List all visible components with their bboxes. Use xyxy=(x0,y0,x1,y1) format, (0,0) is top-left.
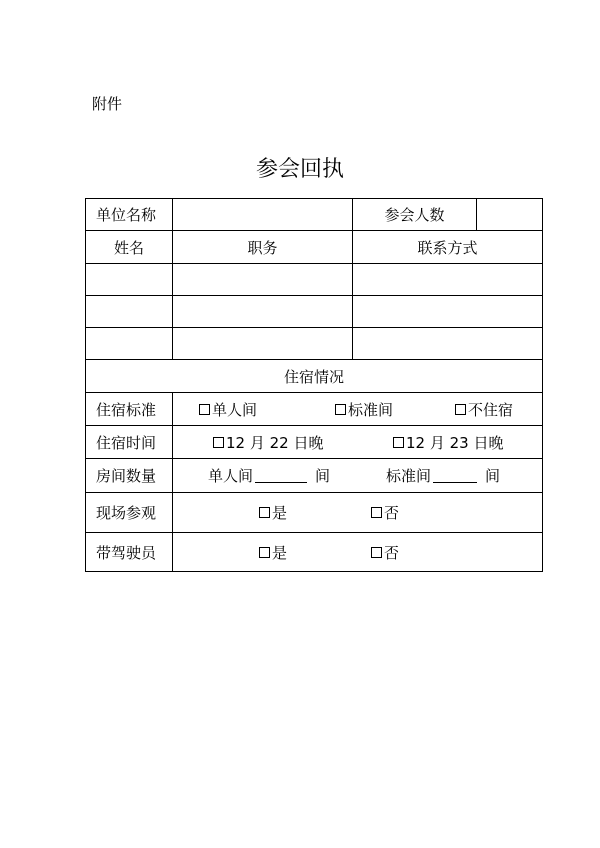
name-field[interactable] xyxy=(86,328,172,359)
standard-room-count xyxy=(386,465,500,486)
table-border-right xyxy=(542,198,543,572)
column-header-position: 职务 xyxy=(247,238,278,257)
contact-field[interactable] xyxy=(353,328,542,359)
unit-name-label: 单位名称 xyxy=(96,206,157,224)
site-visit-yes-option[interactable] xyxy=(259,502,287,523)
accommodation-standard-label: 住宿标准 xyxy=(96,400,157,419)
table-border-bottom xyxy=(85,571,543,572)
single-room-label: 单人间 xyxy=(212,400,258,419)
with-driver-no-label: 否 xyxy=(384,543,400,562)
contact-field[interactable] xyxy=(353,264,542,295)
with-driver-yes-option[interactable] xyxy=(259,542,287,563)
dec-22-label: 12 月 22 日晚 xyxy=(226,433,324,452)
with-driver-no-option[interactable] xyxy=(371,542,399,563)
standard-room-option[interactable] xyxy=(335,399,393,420)
attendee-count-label: 参会人数 xyxy=(384,206,445,224)
name-field[interactable] xyxy=(86,296,172,327)
position-field[interactable] xyxy=(173,296,352,327)
with-driver-yes-label: 是 xyxy=(272,543,288,562)
checkbox-icon[interactable] xyxy=(371,547,382,558)
attendee-count-field[interactable] xyxy=(477,199,542,230)
name-field[interactable] xyxy=(86,264,172,295)
checkbox-icon[interactable] xyxy=(335,404,346,415)
checkbox-icon[interactable] xyxy=(371,507,382,518)
single-room-count xyxy=(208,465,330,486)
site-visit-label: 现场参观 xyxy=(96,504,157,522)
dec-23-option[interactable] xyxy=(393,432,503,453)
position-field[interactable] xyxy=(173,328,352,359)
accommodation-time-label: 住宿时间 xyxy=(96,433,157,452)
column-header-name: 姓名 xyxy=(113,238,144,257)
unit-name-field[interactable] xyxy=(173,199,352,230)
checkbox-icon[interactable] xyxy=(455,404,466,415)
accommodation-header: 住宿情况 xyxy=(283,367,344,386)
dec-22-option[interactable] xyxy=(213,432,323,453)
site-visit-no-label: 否 xyxy=(384,504,400,522)
single-room-count-label: 单人间 xyxy=(208,467,254,485)
single-room-count-input[interactable] xyxy=(255,468,307,483)
checkbox-icon[interactable] xyxy=(213,437,224,448)
position-field[interactable] xyxy=(173,264,352,295)
no-stay-label: 不住宿 xyxy=(468,400,514,419)
room-count-label: 房间数量 xyxy=(96,467,157,485)
single-room-option[interactable] xyxy=(199,399,257,420)
single-room-count-unit: 间 xyxy=(315,467,331,485)
standard-room-count-input[interactable] xyxy=(433,468,477,483)
checkbox-icon[interactable] xyxy=(259,507,270,518)
column-header-contact: 联系方式 xyxy=(417,238,478,257)
dec-23-label: 12 月 23 日晚 xyxy=(406,433,504,452)
checkbox-icon[interactable] xyxy=(393,437,404,448)
site-visit-yes-label: 是 xyxy=(272,504,288,522)
standard-room-count-unit: 间 xyxy=(485,467,501,485)
with-driver-label: 带驾驶员 xyxy=(96,543,157,562)
attachment-label: 附件 xyxy=(92,95,123,113)
checkbox-icon[interactable] xyxy=(199,404,210,415)
checkbox-icon[interactable] xyxy=(259,547,270,558)
no-stay-option[interactable] xyxy=(455,399,513,420)
site-visit-no-option[interactable] xyxy=(371,502,399,523)
contact-field[interactable] xyxy=(353,296,542,327)
page-title: 参会回执 xyxy=(255,157,344,182)
standard-room-count-label: 标准间 xyxy=(386,467,432,485)
standard-room-label: 标准间 xyxy=(348,400,394,419)
